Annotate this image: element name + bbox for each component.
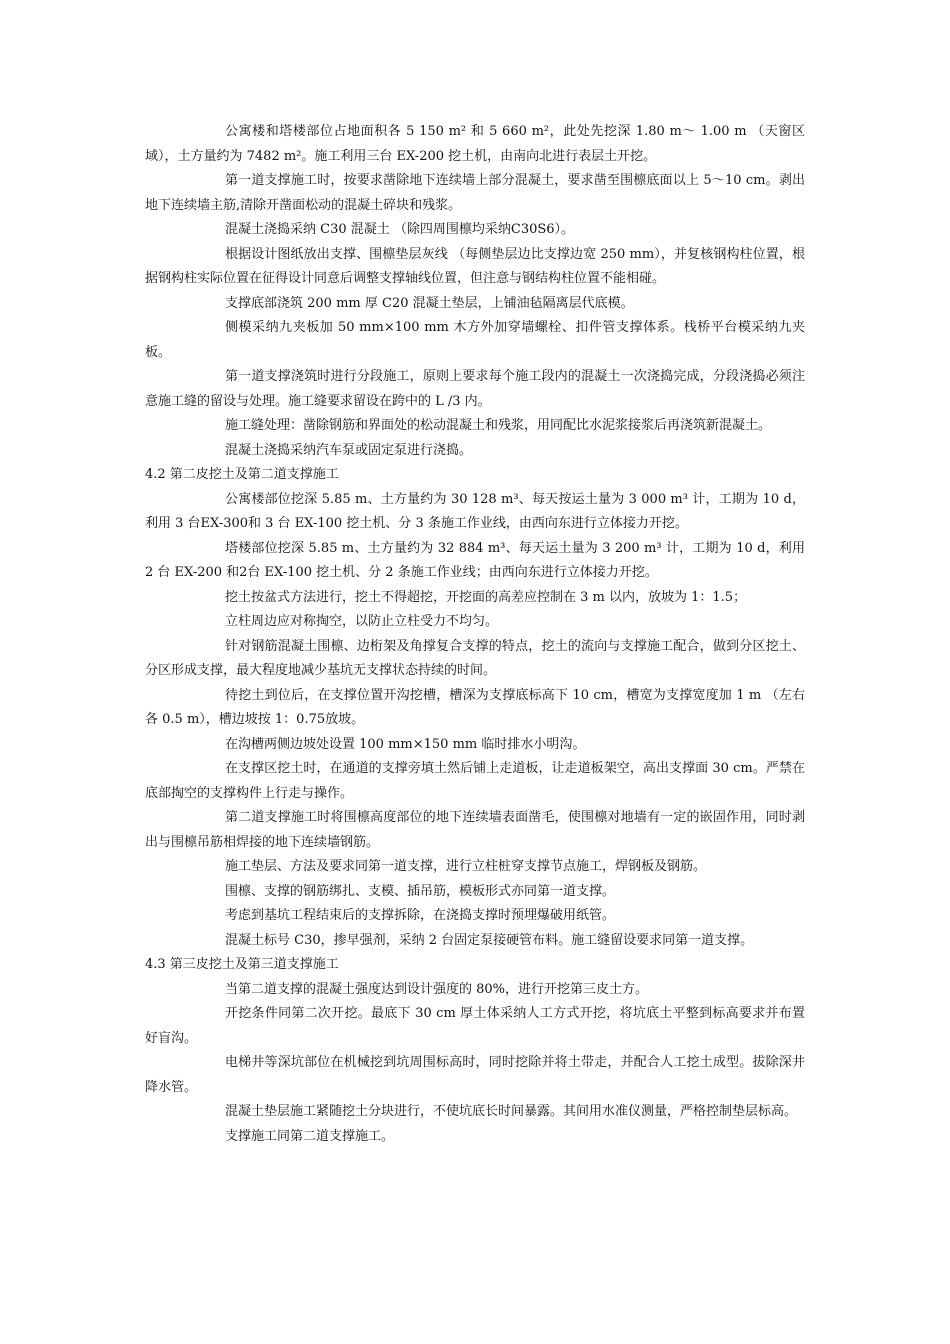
paragraph: 当第二道支撑的混凝土强度达到设计强度的 80%，进行开挖第三皮土方。	[225, 981, 649, 997]
paragraph: 混凝土浇捣采纳汽车泵或固定泵进行浇捣。	[225, 442, 473, 458]
paragraph: 公寓楼部位挖深 5.85 m、土方量约为 30 128 m³、每天按运土量为 3 000 m³ 计，工期为 10 d，利用 3 台EX-300和 3 台 EX-100 挖土机、分 3 条施工作业线，由西向东进行立体接力开挖。	[145, 491, 805, 531]
paragraph: 根据设计图纸放出支撑、围檩垫层灰线 （每侧垫层边比支撑边宽 250 mm），并复核钢构柱位置，根据钢构柱实际位置在征得设计同意后调整支撑轴线位置，但注意与钢结构柱位置不能相碰。	[145, 246, 805, 286]
paragraph: 考虑到基坑工程结束后的支撑拆除，在浇捣支撑时预埋爆破用纸管。	[225, 908, 616, 923]
paragraph: 公寓楼和塔楼部位占地面积各 5 150 m² 和 5 660 m²，此处先挖深 1.80 m～ 1.00 m （天窗区域），土方量约为 7482 m²。施工利用三台 EX-200 挖土机，由南向北进行表层土开挖。	[145, 124, 805, 164]
paragraph: 施工垫层、方法及要求同第一道支撑，进行立柱桩穿支撑节点施工，焊钢板及钢筋。	[225, 859, 707, 874]
paragraph: 塔楼部位挖深 5.85 m、土方量约为 32 884 m³、每天运土量为 3 200 m³ 计，工期为 10 d，利用 2 台 EX-200 和2台 EX-100 挖土机、分 2 条施工作业线；由西向东进行立体接力开挖。	[145, 540, 805, 580]
paragraph: 挖土按盆式方法进行，挖土不得超挖，开挖面的高差应控制在 3 m 以内，放坡为 1：1.5；	[225, 589, 747, 605]
paragraph: 第一道支撑浇筑时进行分段施工，原则上要求每个施工段内的混凝土一次浇捣完成，分段浇捣必须注意施工缝的留设与处理。施工缝要求留设在跨中的 L /3 内。	[145, 369, 805, 409]
paragraph: 支撑施工同第二道支撑施工。	[225, 1128, 395, 1144]
paragraph: 第一道支撑施工时，按要求凿除地下连续墙上部分混凝土，要求凿至围檩底面以上 5～10 cm。剥出地下连续墙主筋,清除开凿面松动的混凝土碎块和残浆。	[145, 173, 805, 213]
paragraph: 在支撑区挖土时，在通道的支撑旁填土然后铺上走道板，让走道板架空，高出支撑面 30 cm。严禁在底部掏空的支撑构件上行走与操作。	[145, 761, 805, 801]
section-heading: 4.3 第三皮挖土及第三道支撑施工	[145, 957, 339, 972]
paragraph: 立柱周边应对称掏空，以防止立柱受力不均匀。	[225, 614, 499, 629]
paragraph: 待挖土到位后，在支撑位置开沟挖槽，槽深为支撑底标高下 10 cm，槽宽为支撑宽度加 1 m （左右各 0.5 m），槽边坡按 1：0.75放坡。	[145, 687, 805, 727]
section-heading: 4.2 第二皮挖土及第二道支撑施工	[145, 467, 339, 482]
paragraph: 开挖条件同第二次开挖。最底下 30 cm 厚土体采纳人工方式开挖，将坑底土平整到标高要求并布置好盲沟。	[145, 1006, 805, 1046]
paragraph: 针对钢筋混凝土围檩、边桁架及角撑复合支撑的特点，挖土的流向与支撑施工配合，做到分区挖土、分区形成支撑，最大程度地减少基坑无支撑状态持续的时间。	[145, 638, 805, 678]
paragraph: 在沟槽两侧边坡处设置 100 mm×150 mm 临时排水小明沟。	[225, 736, 586, 752]
paragraph: 侧模采纳九夹板加 50 mm×100 mm 木方外加穿墙螺栓、扣件管支撑体系。栈桥平台模采纳九夹板。	[145, 320, 805, 360]
paragraph: 第二道支撑施工时将围檩高度部位的地下连续墙表面凿毛，使围檩对地墙有一定的嵌固作用，同时剥出与围檩吊筋相焊接的地下连续墙钢筋。	[145, 810, 805, 850]
paragraph: 电梯井等深坑部位在机械挖到坑周围标高时，同时挖除并将土带走，并配合人工挖土成型。拔除深井降水管。	[145, 1055, 805, 1095]
document-body	[145, 120, 805, 1149]
paragraph: 支撑底部浇筑 200 mm 厚 C20 混凝土垫层，上铺油毡隔离层代底模。	[225, 295, 634, 311]
paragraph: 混凝土浇捣采纳 C30 混凝土 （除四周围檩均采纳C30S6）。	[225, 222, 575, 237]
paragraph: 混凝土垫层施工紧随挖土分块进行，不使坑底长时间暴露。其间用水准仪测量，严格控制垫层标高。	[225, 1104, 798, 1119]
paragraph: 施工缝处理：凿除钢筋和界面处的松动混凝土和残浆，用同配比水泥浆接浆后再浇筑新混凝土。	[225, 418, 772, 433]
paragraph: 混凝土标号 C30，掺早强剂，采纳 2 台固定泵接硬管布料。施工缝留设要求同第一道支撑。	[225, 932, 754, 948]
paragraph: 围檩、支撑的钢筋绑扎、支模、插吊筋，模板形式亦同第一道支撑。	[225, 883, 616, 899]
